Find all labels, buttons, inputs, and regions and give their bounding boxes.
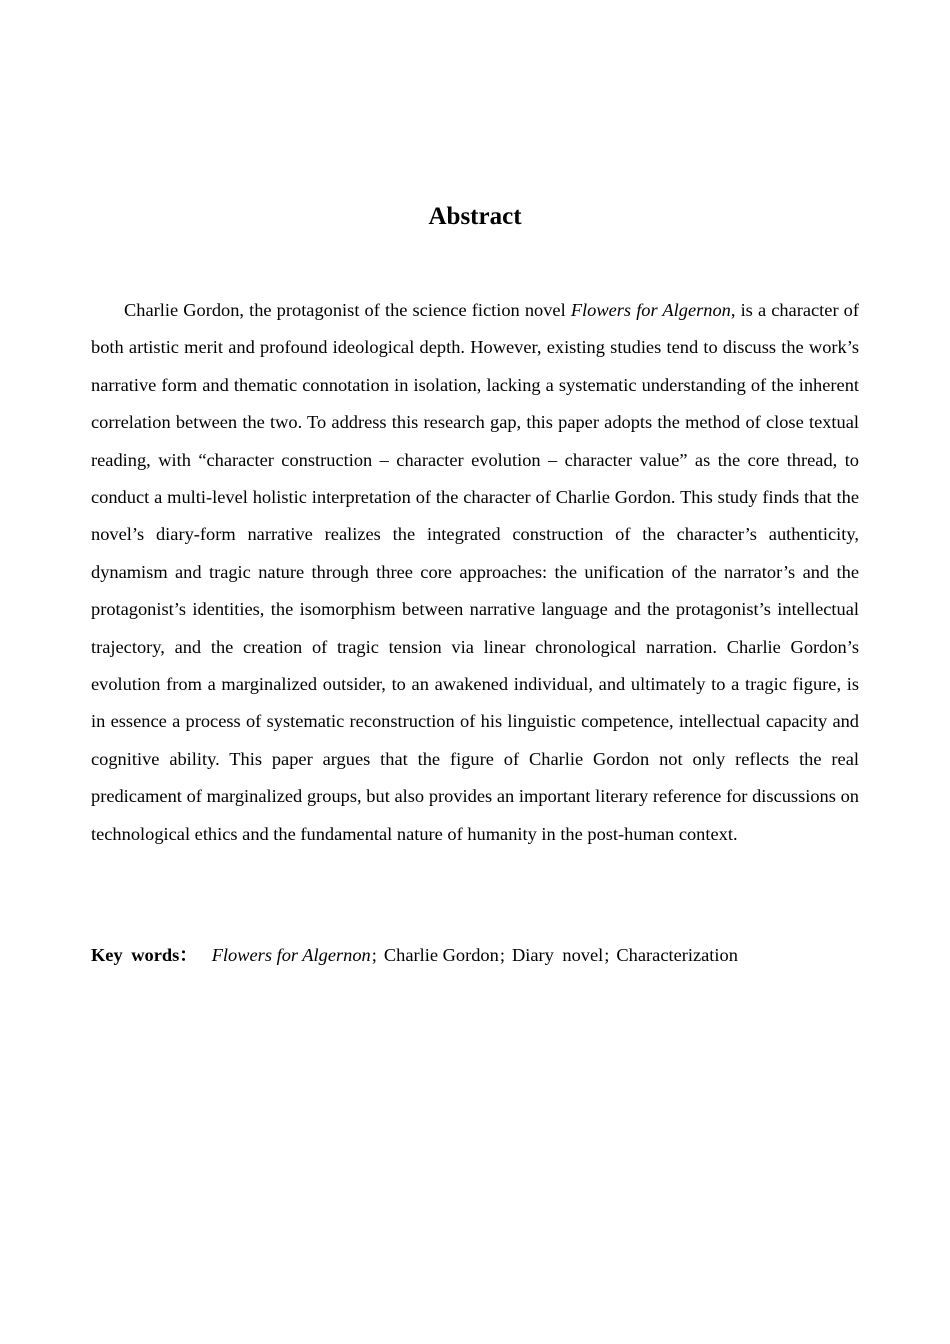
keywords-colon: ： xyxy=(179,945,198,965)
keywords-line xyxy=(91,937,859,974)
abstract-body xyxy=(91,292,859,853)
keyword-separator: ; xyxy=(604,945,610,965)
keyword-item: Charlie Gordon xyxy=(383,945,499,965)
abstract-text-part1: Charlie Gordon, the protagonist of the science fiction novel xyxy=(124,300,571,320)
abstract-text-part2: , is a character of both artistic merit and profound ideological depth. However, existing studies tend to discuss the work’s narrative form and thematic connotation in isolation, lacking a systematic understanding of the inherent correlation between the two. To address this research gap, this paper adopts the method of close textual reading, with “character construction – character evolution – character value” as the core thread, to conduct a multi-level holistic interpretation of the character of Charlie Gordon. This study finds that the novel’s diary-form narrative realizes the integrated construction of the character’s authenticity, dynamism and tragic nature through three core approaches: the unification of the narrator’s and the protagonist’s identities, the isomorphism between narrative language and the protagonist’s intellectual trajectory, and the creation of tragic tension via linear chronological narration. Charlie Gordon’s evolution from a marginalized outsider, to an awakened individual, and ultimately to a tragic figure, is in essence a process of systematic reconstruction of his linguistic competence, intellectual capacity and cognitive ability. This paper argues that the figure of Charlie Gordon not only reflects the real predicament of marginalized groups, but also provides an important literary reference for discussions on technological ethics and the fundamental nature of humanity in the post-human context. xyxy=(91,300,859,844)
keyword-item: Diary novel xyxy=(511,945,604,965)
abstract-title: Abstract xyxy=(428,203,522,230)
abstract-novel-title: Flowers for Algernon xyxy=(570,300,731,320)
keyword-item: Flowers for Algernon xyxy=(211,945,371,965)
keyword-separator: ; xyxy=(371,945,377,965)
keyword-separator: ; xyxy=(499,945,505,965)
keywords-label: Key words xyxy=(91,945,180,965)
keyword-item: Characterization xyxy=(616,945,738,965)
